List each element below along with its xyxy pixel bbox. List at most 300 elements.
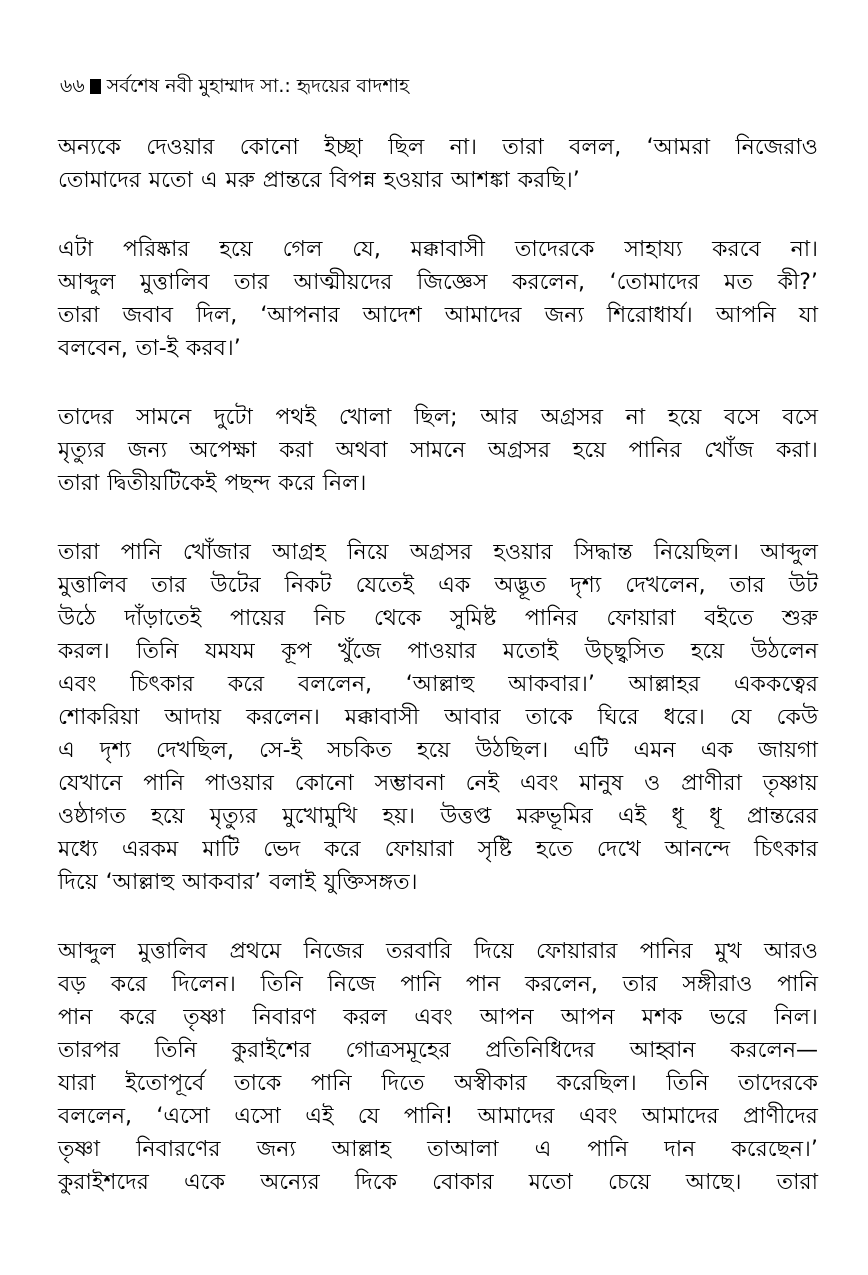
word: মরু (225, 168, 255, 193)
text-line (58, 401, 818, 434)
word: যারা (58, 1071, 96, 1096)
word: অন্যকে (58, 135, 121, 160)
word: ভরে (709, 1005, 748, 1030)
word: ওষ্ঠাগত (58, 804, 126, 829)
text-line (58, 332, 818, 365)
word: কোনো (294, 771, 354, 796)
word: তিনি (260, 972, 303, 997)
word: করে (278, 471, 315, 496)
word: মৃত্যুর (209, 804, 258, 829)
word: বইতে (704, 606, 754, 631)
text-line (58, 635, 818, 668)
word: বসে (724, 405, 760, 430)
word: অগ্রসর (409, 540, 473, 565)
word: আর (480, 405, 519, 430)
word: করেছেন।’ (731, 1137, 818, 1162)
word: করে (110, 972, 148, 997)
word: সিদ্ধান্ত (573, 540, 633, 565)
word: প্রান্তরে (262, 168, 322, 193)
word: পানি (400, 972, 442, 997)
word: মাটি (202, 837, 240, 862)
word: আব্দুল (760, 540, 818, 565)
word: বোকার (432, 1170, 494, 1195)
word: আকবার’ (182, 870, 262, 895)
word: দিয়ে (58, 870, 98, 895)
paragraph (58, 536, 818, 899)
word: হওয়ার (493, 540, 553, 565)
word: ‘আপনার (260, 303, 340, 328)
word: তিনি (154, 1038, 197, 1063)
word: পছন্দ (224, 471, 271, 496)
word: শোকরিয়া (58, 705, 140, 730)
word: বললেন, (297, 672, 372, 697)
word: করেছিল। (556, 1071, 637, 1096)
word: খোঁজ (704, 438, 754, 463)
word: পানি (587, 1137, 629, 1162)
word: সচকিত (327, 738, 392, 763)
word: করছি।’ (517, 168, 580, 193)
word: যে (357, 1104, 380, 1129)
word: প্রাণীরা (681, 771, 743, 796)
word: দৃশ্য (570, 573, 602, 598)
word: এক (438, 573, 471, 598)
word: অপেক্ষা (189, 438, 257, 463)
word: না। (790, 237, 818, 262)
word: মত (724, 270, 753, 295)
word: করলেন, (525, 972, 598, 997)
word: ‘এসো (156, 1104, 210, 1129)
paragraph (58, 233, 818, 365)
paragraph (58, 131, 818, 197)
word: তৃষ্ণা (58, 1137, 100, 1162)
word: ‘আল্লাহু (105, 870, 175, 895)
word: পরিষ্কার (122, 237, 190, 262)
word: আরও (763, 939, 818, 964)
word: মৃত্যুর (58, 438, 106, 463)
word: এবং (58, 672, 97, 697)
word: এরকম (121, 837, 179, 862)
book-title: সর্বশেষ নবী মুহাম্মাদ সা.: হৃদয়ের বাদশাহ (106, 75, 410, 97)
page-body (58, 131, 818, 1235)
word: এবং (578, 1104, 618, 1129)
word: ঘিরে (597, 705, 639, 730)
word: এই (305, 1104, 334, 1129)
word: মুখ (714, 939, 742, 964)
word: আনন্দে (664, 837, 730, 862)
word: এটা (58, 237, 94, 262)
word: পানির (639, 939, 693, 964)
word: নিচ (313, 606, 346, 631)
word: ‘আল্লাহু (405, 672, 475, 697)
word: উঠে (58, 606, 96, 631)
word: এ (58, 738, 75, 763)
word: দিকে (354, 1170, 397, 1195)
word: কূপ (281, 639, 312, 664)
word: ভেদ (263, 837, 301, 862)
word: ইচ্ছা (324, 135, 363, 160)
word: কুরাইশদের (58, 1170, 149, 1195)
word: নিকট (284, 573, 332, 598)
word: পানির (628, 438, 682, 463)
word: মতো (148, 168, 193, 193)
word: তিনি (666, 1071, 709, 1096)
word: পান (58, 1005, 93, 1030)
word: গোত্রসমূহের (345, 1038, 451, 1063)
word: দিলেন। (171, 972, 236, 997)
word: আপনি (715, 303, 776, 328)
word: থেকে (373, 606, 422, 631)
word: মরুভূমির (516, 804, 593, 829)
word: মুখোমুখি (282, 804, 358, 829)
word: কী?’ (777, 270, 818, 295)
word: জবাব (122, 303, 173, 328)
word: হয়ে (690, 639, 725, 664)
word: আব্দুল (58, 939, 116, 964)
word: প্রতিনিধিদের (485, 1038, 596, 1063)
word: অথবা (335, 438, 388, 463)
word: হয়ে (416, 738, 451, 763)
word: মানুষ (579, 771, 624, 796)
word: তারা (58, 540, 100, 565)
word: যে, (352, 237, 381, 262)
text-line (58, 536, 818, 569)
word: জিজ্ঞেস (417, 270, 488, 295)
word: তাকে (234, 1071, 282, 1096)
word: এককত্বের (733, 672, 818, 697)
word: আশঙ্কা (450, 168, 510, 193)
word: করলেন— (730, 1038, 818, 1063)
word: আকবার।’ (508, 672, 595, 697)
word: এসো (234, 1104, 281, 1129)
word: হওয়ার (383, 168, 443, 193)
word: নিজের (303, 939, 364, 964)
word: ছিল (388, 135, 425, 160)
word: নিবারণের (136, 1137, 221, 1162)
word: যুক্তিসঙ্গত। (323, 870, 418, 895)
word: তৃষ্ণায় (762, 771, 818, 796)
word: নিজে (327, 972, 376, 997)
text-line (58, 233, 818, 266)
word: ছিল; (414, 405, 458, 430)
word: ধূ (709, 804, 722, 829)
word: একে (184, 1170, 225, 1195)
word: এই (618, 804, 647, 829)
text-line (58, 266, 818, 299)
word: সে-ই (259, 738, 302, 763)
word: বিপন্ন (329, 168, 376, 193)
word: এ (200, 168, 218, 193)
word: যেখানে (58, 771, 123, 796)
word: করে (227, 672, 265, 697)
word: দিয়ে (474, 939, 514, 964)
word: নেই (465, 771, 500, 796)
word: শুরু (782, 606, 818, 631)
word: ও (644, 771, 661, 796)
word: পানি (310, 1071, 352, 1096)
word: আবার (444, 705, 501, 730)
word: মক্কাবাসী (410, 237, 485, 262)
word: যমযম (204, 639, 255, 664)
word: বড় (58, 972, 86, 997)
word: উঠছিল। (475, 738, 549, 763)
word: হয়ে (219, 237, 253, 262)
word: মুত্তালিব (137, 939, 208, 964)
word: কোনো (239, 135, 299, 160)
word: অস্বীকার (454, 1071, 527, 1096)
word: চিৎকার (754, 837, 818, 862)
word: অন্যের (260, 1170, 320, 1195)
word: উঠলেন (750, 639, 818, 664)
word: কেউ (776, 705, 818, 730)
word: তোমাদের (58, 168, 141, 193)
word: তা-ই (135, 336, 179, 361)
word: জন্য (127, 438, 168, 463)
word: করলেন। (246, 705, 320, 730)
word: চিৎকার (130, 672, 195, 697)
word: দিতে (381, 1071, 425, 1096)
word: পানি (143, 771, 185, 796)
word: করব।’ (186, 336, 241, 361)
text-line (58, 833, 818, 866)
word: এবং (520, 771, 559, 796)
word: আল্লাহর (628, 672, 701, 697)
word: মতো (528, 1170, 573, 1195)
word: উত্তপ্ত (440, 804, 492, 829)
text-line (58, 1001, 818, 1034)
word: ফোয়ারা (606, 606, 676, 631)
word: মক্কাবাসী (344, 705, 420, 730)
text-line (58, 467, 818, 500)
word: মশক (641, 1005, 683, 1030)
text-line (58, 434, 818, 467)
page-number: ৬৬ (60, 75, 85, 97)
word: আব্দুল (58, 270, 116, 295)
word: আমাদের (444, 303, 522, 328)
word: অদ্ভূত (494, 573, 547, 598)
word: ‘আমরা (646, 135, 710, 160)
word: দেখছিল, (156, 738, 234, 763)
word: ইতোপূর্বে (125, 1071, 205, 1096)
word: আছে। (685, 1170, 742, 1195)
paragraph (58, 401, 818, 500)
text-line (58, 569, 818, 602)
word: প্রাণীদের (742, 1104, 818, 1129)
word: নিয়ে (347, 540, 389, 565)
text-line (58, 767, 818, 800)
text-line (58, 299, 818, 332)
word: পাওয়ার (204, 771, 274, 796)
word: ধূ (671, 804, 684, 829)
word: ফোয়ারা (384, 837, 454, 862)
text-line (58, 602, 818, 635)
word: দিল, (196, 303, 238, 328)
word: দেওয়ার (146, 135, 215, 160)
word: এবং (414, 1005, 453, 1030)
word: এক (700, 738, 733, 763)
word: তাদেরকে (514, 237, 595, 262)
square-marker-icon (90, 79, 101, 94)
word: আল্লাহ (331, 1137, 392, 1162)
word: তারা (58, 471, 100, 496)
text-line (58, 1100, 818, 1133)
word: বলাই (269, 870, 316, 895)
word: হয়ে (151, 804, 185, 829)
word: করে (119, 1005, 157, 1030)
word: তৃষ্ণা (183, 1005, 226, 1030)
word: পানি! (403, 1104, 454, 1129)
word: করবে (712, 237, 761, 262)
word: বলল, (569, 135, 622, 160)
word: তার (151, 573, 187, 598)
word: হয়ে (667, 405, 702, 430)
word: অগ্রসর (540, 405, 603, 430)
word: যে (729, 705, 752, 730)
word: হয়। (382, 804, 415, 829)
word: পথই (275, 405, 317, 430)
word: আপন (560, 1005, 615, 1030)
text-line (58, 800, 818, 833)
word: আত্মীয়দের (293, 270, 393, 295)
word: নিয়েছিল। (653, 540, 739, 565)
word: জন্য (256, 1137, 296, 1162)
word: বললেন, (58, 1104, 132, 1129)
text-line (58, 701, 818, 734)
word: সাহায্য (624, 237, 683, 262)
word: হতে (535, 837, 573, 862)
word: করে (324, 837, 361, 862)
word: দৃশ্য (99, 738, 131, 763)
word: উট (788, 573, 818, 598)
word: আদায় (164, 705, 222, 730)
text-line (58, 131, 818, 164)
word: শিরোধার্য। (606, 303, 693, 328)
word: করলেন, (512, 270, 585, 295)
word: তার (729, 573, 765, 598)
word: দেখলেন, (625, 573, 706, 598)
word: মুত্তালিব (140, 270, 210, 295)
word: পানি (120, 540, 162, 565)
text-line (58, 668, 818, 701)
word: দাঁড়াতেই (124, 606, 202, 631)
word: তারপর (58, 1038, 121, 1063)
word: বসে (782, 405, 818, 430)
word: খোলা (338, 405, 392, 430)
word: দান (664, 1137, 696, 1162)
text-line (58, 866, 818, 899)
word: সামনে (410, 438, 466, 463)
word: প্রান্তরের (746, 804, 818, 829)
word: ধরে। (663, 705, 705, 730)
word: তাআলা (427, 1137, 499, 1162)
word: তরবারি (386, 939, 452, 964)
word: সঙ্গীরাও (682, 972, 753, 997)
word: পায়ের (229, 606, 286, 631)
word: মতোই (502, 639, 559, 664)
word: আদেশ (362, 303, 422, 328)
word: কুরাইশের (231, 1038, 311, 1063)
word: পাওয়ার (407, 639, 477, 664)
running-header (60, 74, 820, 98)
word: পানি (777, 972, 818, 997)
word: মধ্যে (58, 837, 98, 862)
word: দেখে (596, 837, 641, 862)
word: জন্য (544, 303, 584, 328)
word: সৃষ্টি (477, 837, 512, 862)
word: ‘তোমাদের (609, 270, 700, 295)
word: নিবারণ (252, 1005, 316, 1030)
word: তার (622, 972, 658, 997)
text-line (58, 734, 818, 767)
word: যেতেই (355, 573, 414, 598)
word: আগ্রহ (272, 540, 326, 565)
word: নিল। (774, 1005, 818, 1030)
word: তারা (58, 303, 100, 328)
word: গেল (282, 237, 323, 262)
word: এমন (633, 738, 676, 763)
word: প্রথমে (229, 939, 282, 964)
word: উচ্ছ্বসিত (584, 639, 665, 664)
text-line (58, 164, 818, 197)
word: না (625, 405, 646, 430)
word: বলবেন, (58, 336, 128, 361)
word: অগ্রসর (487, 438, 551, 463)
word: খোঁজার (182, 540, 251, 565)
word: পান (465, 972, 501, 997)
word: করল। (58, 639, 110, 664)
word: চেয়ে (607, 1170, 651, 1195)
text-line (58, 968, 818, 1001)
word: যা (798, 303, 818, 328)
word: হয়ে (572, 438, 607, 463)
word: করা। (776, 438, 818, 463)
word: তিনি (136, 639, 179, 664)
word: দ্বিতীয়টিকেই (107, 471, 217, 496)
word: খুঁজে (337, 639, 381, 664)
word: ফোয়ারার (536, 939, 618, 964)
text-line (58, 1166, 818, 1199)
word: তারা (776, 1170, 818, 1195)
word: সুমিষ্ট (449, 606, 497, 631)
text-line (58, 1067, 818, 1100)
word: নিজেরাও (735, 135, 818, 160)
text-line (58, 1133, 818, 1166)
word: তাকে (525, 705, 573, 730)
word: তাদের (58, 405, 114, 430)
word: সামনে (136, 405, 192, 430)
word: আহ্বান (629, 1038, 696, 1063)
word: তারা (502, 135, 544, 160)
word: করা (279, 438, 314, 463)
paragraph (58, 935, 818, 1199)
word: দুটো (213, 405, 253, 430)
word: উটের (210, 573, 261, 598)
word: তাদেরকে (738, 1071, 818, 1096)
word: না। (449, 135, 478, 160)
word: এ (534, 1137, 552, 1162)
word: করল (343, 1005, 388, 1030)
text-line (58, 1034, 818, 1067)
word: আমাদের (477, 1104, 555, 1129)
word: আমাদের (641, 1104, 719, 1129)
word: সম্ভাবনা (374, 771, 445, 796)
word: আপন (479, 1005, 534, 1030)
word: মুত্তালিব (58, 573, 128, 598)
word: নিল। (322, 471, 367, 496)
word: এটি (573, 738, 609, 763)
word: জায়গা (758, 738, 818, 763)
text-line (58, 935, 818, 968)
word: পানির (524, 606, 578, 631)
